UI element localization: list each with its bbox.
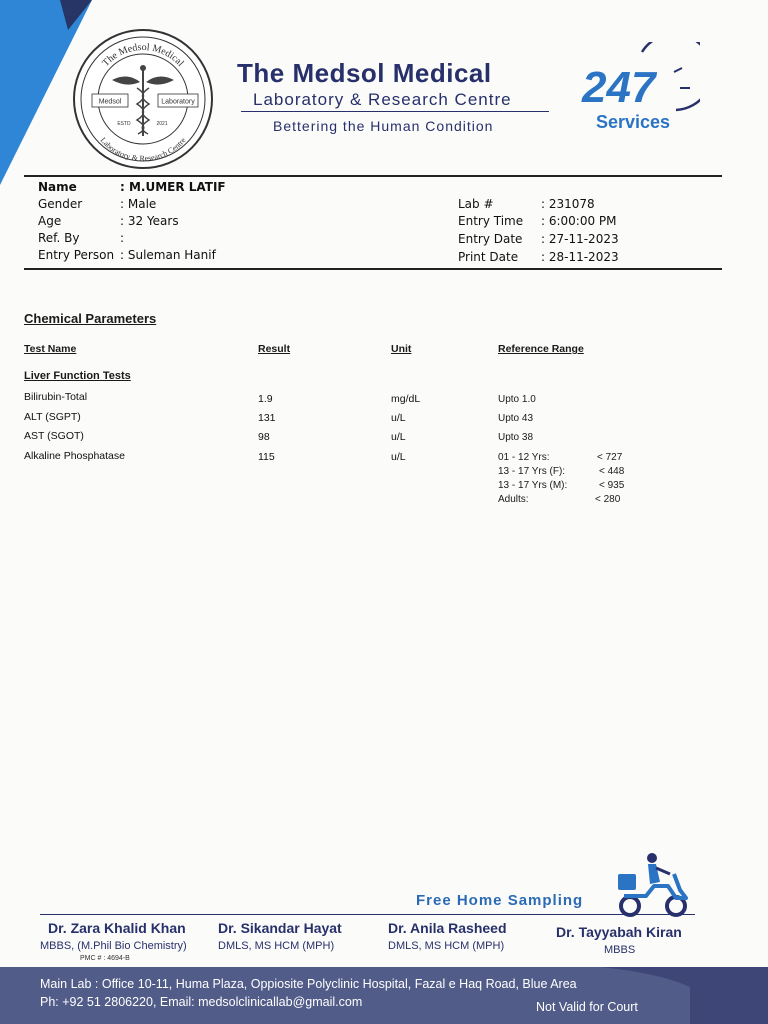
alp-range-label: 13 - 17 Yrs (F): (498, 466, 566, 477)
test-name: Bilirubin-Total (24, 391, 88, 403)
free-home-sampling: Free Home Sampling (416, 892, 584, 909)
entry-time-label: Entry Time (458, 214, 524, 228)
footer-address: Main Lab : Office 10-11, Huma Plaza, Oppiosite Polyclinic Hospital, Fazal e Haq Road, Blue Area (40, 977, 577, 991)
doctor-qualification: DMLS, MS HCM (MPH) (388, 940, 505, 952)
age-label: Age (38, 214, 62, 228)
test-group-title: Liver Function Tests (24, 370, 131, 382)
refby-label: Ref. By (38, 231, 80, 245)
col-result: Result (258, 343, 291, 355)
lab-number-label: Lab # (458, 197, 494, 211)
lab-title: The Medsol Medical (237, 58, 492, 88)
alp-range-value: < 727 (597, 452, 623, 463)
test-unit: u/L (391, 451, 406, 463)
entry-date-label: Entry Date (458, 232, 523, 246)
section-title: Chemical Parameters (24, 311, 157, 326)
test-reference-range: Upto 38 (498, 432, 534, 443)
test-name: Alkaline Phosphatase (24, 450, 125, 462)
test-result: 1.9 (258, 393, 273, 405)
test-unit: u/L (391, 412, 406, 424)
age-value: : 32 Years (120, 214, 179, 228)
title-divider (241, 111, 549, 112)
services-label: Services (596, 112, 671, 132)
alp-range-label: 01 - 12 Yrs: (498, 452, 550, 463)
lab-subtitle: Laboratory & Research Centre (253, 90, 512, 109)
col-test-name: Test Name (24, 343, 77, 355)
doctor-name: Dr. Anila Rasheed (388, 920, 507, 936)
name-label: Name (38, 180, 77, 194)
gender-label: Gender (38, 197, 83, 211)
alp-range-value: < 935 (599, 480, 625, 491)
entry-time-value: : 6:00:00 PM (541, 214, 617, 228)
alp-range-label: 13 - 17 Yrs (M): (498, 480, 568, 491)
footer-disclaimer: Not Valid for Court (536, 1000, 638, 1014)
patient-top-rule (24, 175, 722, 177)
footer-bar (0, 967, 768, 1024)
pmc-number: PMC # : 4694-B (80, 955, 130, 962)
doctor-name: Dr. Tayyabah Kiran (556, 924, 682, 940)
test-reference-range: Upto 43 (498, 413, 534, 424)
lab-tagline: Bettering the Human Condition (273, 118, 494, 134)
refby-value: : (120, 231, 125, 245)
badge-number: 247 (582, 63, 656, 112)
gender-value: : Male (120, 197, 157, 211)
alp-range-label: Adults: (498, 494, 529, 505)
doctor-qualification: DMLS, MS HCM (MPH) (218, 940, 335, 952)
footer-contact: Ph: +92 51 2806220, Email: medsolclinicallab@gmail.com (40, 995, 363, 1009)
lab-seal-logo (72, 28, 214, 170)
scooter-delivery-icon (616, 852, 692, 918)
test-unit: mg/dL (391, 393, 421, 405)
signature-divider (40, 914, 695, 915)
doctor-qualification: MBBS (604, 944, 636, 956)
test-result: 115 (258, 451, 275, 463)
seal-right-label: Laboratory (161, 98, 195, 106)
doctor-name: Dr. Zara Khalid Khan (48, 920, 186, 936)
doctor-name: Dr. Sikandar Hayat (218, 920, 342, 936)
col-unit: Unit (391, 343, 412, 355)
test-result: 131 (258, 412, 276, 424)
seal-estd: ESTD (117, 121, 131, 127)
seal-left-label: Medsol (98, 98, 122, 106)
test-reference-range: Upto 1.0 (498, 394, 536, 405)
test-unit: u/L (391, 431, 406, 443)
seal-text-top: The Medsol Medical (100, 41, 186, 69)
print-date-value: : 28-11-2023 (541, 250, 619, 264)
col-reference-range: Reference Range (498, 343, 584, 355)
alp-range-value: < 448 (599, 466, 625, 477)
seal-year: 2021 (156, 121, 168, 127)
entryperson-value: : Suleman Hanif (120, 248, 216, 262)
entryperson-label: Entry Person (38, 248, 115, 262)
test-result: 98 (258, 431, 270, 443)
patient-bottom-rule (24, 268, 722, 270)
doctor-qualification: MBBS, (M.Phil Bio Chemistry) (40, 940, 187, 952)
test-name: AST (SGOT) (24, 430, 84, 442)
print-date-label: Print Date (458, 250, 519, 264)
lab-number-value: : 231078 (541, 197, 595, 211)
alp-range-value: < 280 (595, 494, 621, 505)
seal-text-bottom: Laboratory & Research Centre (98, 135, 188, 164)
test-name: ALT (SGPT) (24, 411, 81, 423)
entry-date-value: : 27-11-2023 (541, 232, 619, 246)
name-value: : M.UMER LATIF (120, 180, 226, 194)
